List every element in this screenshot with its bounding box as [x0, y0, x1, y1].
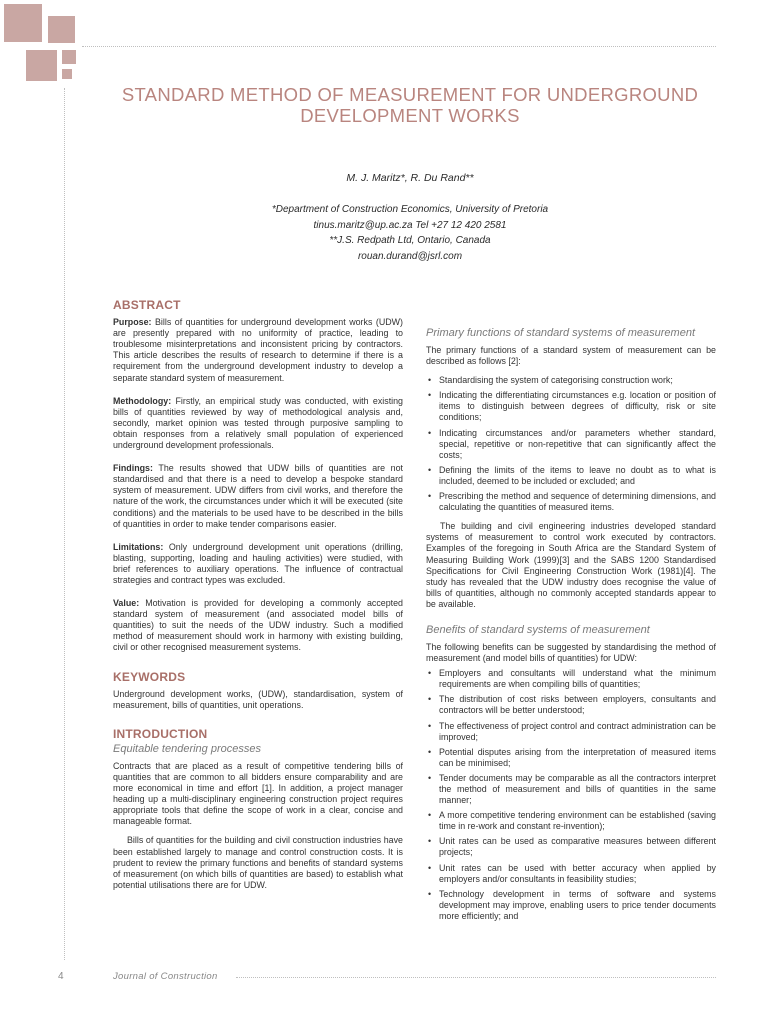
list-item: • Tender documents may be comparable as all the contractors interpret the method of measurement and bills of quantities in the same manner; [426, 773, 716, 806]
findings-label: Findings: [113, 463, 153, 474]
list-item: • A more competitive tendering environment can be established (saving time in re-work and constant re-invention); [426, 810, 716, 832]
findings-text: The results showed that UDW bills of quantities are not standardised and that there is a need to develop a bespoke standard system of measurement. UDW differs from civil works, and therefore the nature of the work, the circumstances under which it will be executed (site conditions) and the materials to be used have to be described in the bills of quantities in order to make tender comparisons easier. [113, 463, 404, 529]
list-item: • Employers and consultants will understand what the minimum requirements are when compiling bills of quantities; [426, 668, 716, 690]
list-item: • The effectiveness of project control and contract administration can be improved; [426, 721, 716, 743]
bottom-divider [236, 977, 716, 978]
benefits-intro: The following benefits can be suggested by standardising the method of measurement (and model bills of quantities) for UDW: [426, 641, 716, 664]
purpose-label: Purpose: [113, 317, 152, 328]
list-item: • Indicating circumstances and/or parameters whether standard, special, repetitive or non-repetitive that can significantly affect the costs; [426, 428, 716, 461]
list-item: • Standardising the system of categorising construction work; [426, 375, 716, 386]
keywords-text: Underground development works, (UDW), standardisation, system of measurement, bills of quantities, unit operations. [113, 688, 403, 710]
introduction-paragraph: Contracts that are placed as a result of competitive tendering bills of quantities that are common to all bidders ensure comparability and are more economical in time and effort [1]. In addition, a project manager heading up a multi-disciplinary engineering construction project requires appropriate tools that define the scope of work in a clear, concise and manageable format. [113, 760, 403, 827]
value-label: Value: [113, 598, 140, 609]
introduction-heading: INTRODUCTION [113, 726, 208, 741]
list-item: • Unit rates can be used as comparative measures between different projects; [426, 836, 716, 858]
abstract-methodology [113, 396, 403, 451]
abstract-limitations [113, 542, 403, 586]
methodology-label: Methodology: [113, 395, 172, 406]
list-item: • Potential disputes arising from the interpretation of measured items can be minimised; [426, 747, 716, 769]
authors: M. J. Maritz*, R. Du Rand** [346, 172, 474, 184]
decor-square-5 [62, 69, 72, 79]
primary-functions-list [426, 375, 716, 513]
abstract-purpose [113, 317, 403, 384]
limitations-text: Only underground development unit operations (drilling, blasting, supporting, loading and hauling activities) were studied, with brief references to auxiliary operations. The influence of contractual strategies and contract types was excluded. [113, 541, 403, 585]
benefits-heading: Benefits of standard systems of measurement [426, 623, 650, 636]
left-column [113, 300, 403, 903]
abstract-value [113, 598, 403, 653]
limitations-label: Limitations: [113, 541, 164, 552]
right-column [426, 327, 716, 930]
journal-name: Journal of Construction [113, 971, 218, 982]
affiliation-email[interactable]: rouan.durand@jsrl.com [357, 250, 463, 262]
introduction-subheading: Equitable tendering processes [113, 742, 261, 755]
paper-title: STANDARD METHOD OF MEASUREMENT FOR UNDERGROUND DEVELOPMENT WORKS [121, 84, 699, 126]
list-item: • Prescribing the method and sequence of determining dimensions, and calculating the quantities of measured items. [426, 491, 716, 513]
benefits-list [426, 668, 716, 922]
list-item: • Unit rates can be used with better accuracy when applied by employers and/or consultants in feasibility studies; [426, 863, 716, 885]
decor-square-4 [62, 50, 76, 64]
purpose-text: Bills of quantities for underground development works (UDW) are presently prepared with no uniformity of practice, leading to troublesome misinterpretations and inconsistent pricing by contractors. This article describes the results of research to determine if there is a requirement from the underground development industry to develop a separate standard system of measurement. [113, 317, 404, 383]
list-item: • Defining the limits of the items to leave no doubt as to what is included, deemed to be included or excluded; and [426, 465, 716, 487]
top-divider [82, 46, 716, 47]
list-item: • Technology development in terms of software and systems development may improve, enabling users to price tender documents more efficiently; and [426, 889, 716, 922]
value-text: Motivation is provided for developing a commonly accepted standard system of measurement (and associated model bills of quantities) to suit the needs of the UDW industry. Such a modified method of measurement should work in harmony with existing building, civil or other recognised measurement systems. [113, 598, 403, 653]
primary-functions-heading: Primary functions of standard systems of measurement [426, 327, 695, 339]
decor-square-2 [48, 16, 75, 43]
abstract-heading: ABSTRACT [113, 298, 181, 312]
primary-functions-intro: The primary functions of a standard system of measurement can be described as follows [2]: [426, 345, 716, 367]
page-number: 4 [58, 971, 64, 982]
decor-square-3 [26, 50, 57, 81]
decor-square-1 [4, 4, 42, 42]
abstract-findings [113, 463, 403, 530]
introduction-paragraph: Bills of quantities for the building and civil construction industries have been established largely to manage and control construction costs. It is prudent to review the primary functions and benefits of standard systems of measurement (on which bills of quantities are based) to establish what potential utilisations there are for UDW. [113, 835, 403, 890]
list-item: • Indicating the differentiating circumstances e.g. location or position of items to distinguish between degrees of difficulty, risk or site conditions; [426, 390, 716, 423]
affiliation-line: **J.S. Redpath Ltd, Ontario, Canada [329, 235, 491, 246]
affiliations [100, 202, 720, 264]
affiliation-line: *Department of Construction Economics, University of Pretoria [271, 204, 549, 215]
affiliation-email[interactable]: tinus.maritz@up.ac.za Tel +27 12 420 2581 [313, 219, 507, 231]
list-item: • The distribution of cost risks between employers, consultants and contractors will be better understood; [426, 694, 716, 716]
primary-functions-paragraph: The building and civil engineering industries developed standard systems of measurement to control work executed by contractors. Examples of the foregoing in South Africa are the Standard System of Measuring Building Work (1999)[3] and the SABS 1200 Standardised Specifications for Civil Engineering Construction Work (1981)[4]. The study has revealed that the UDW industry does recognise the value of bills of quantities, although no commonly accepted standards appear to be available. [426, 521, 716, 609]
methodology-text: Firstly, an empirical study was conducted, with existing bills of quantities reviewed by way of methodological analysis and, secondly, market opinion was tested through purposive sampling to obtain responses from a relatively small population of experienced underground development professionals. [113, 395, 403, 451]
keywords-heading: KEYWORDS [113, 669, 186, 684]
margin-divider [64, 88, 65, 960]
